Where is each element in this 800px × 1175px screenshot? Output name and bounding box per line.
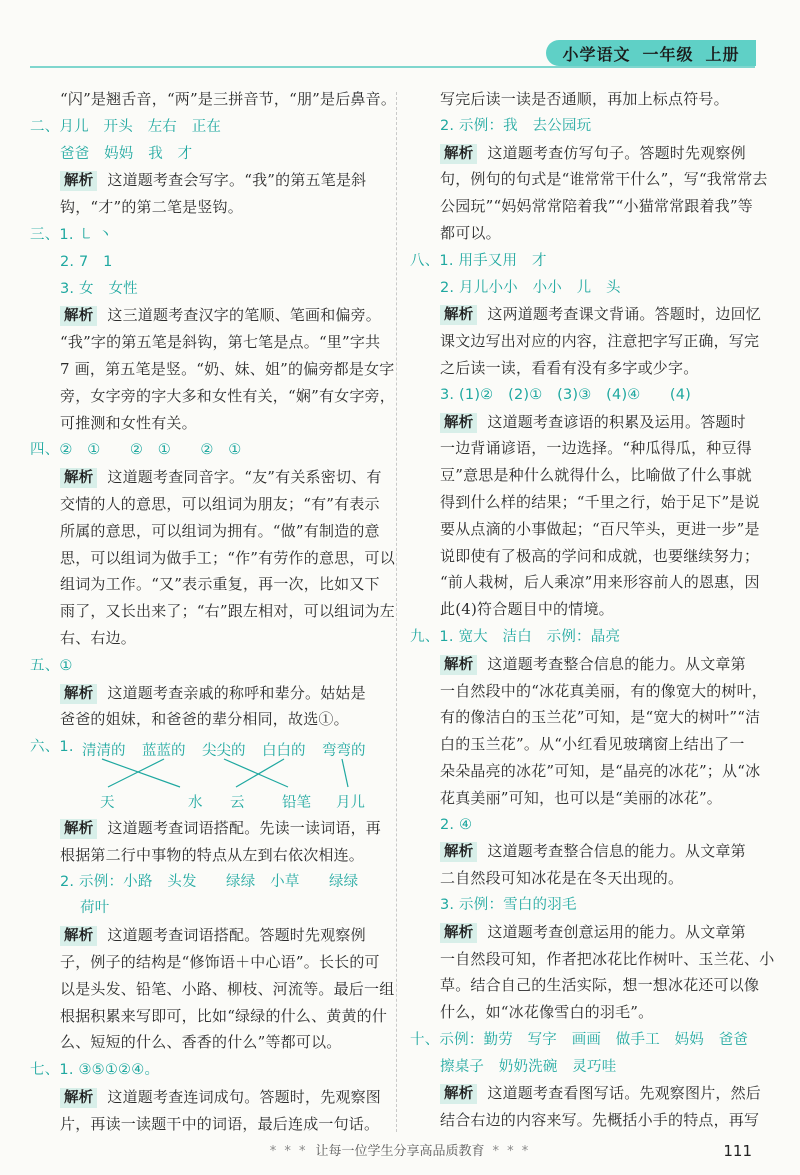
text-line: 组词为工作。“又”表示重复，再一次，比如又下 [60, 575, 380, 594]
text-line: 旁，女字旁的字大多和女性有关，“娴”有女字旁， [60, 386, 395, 405]
answer-line: 爸爸 妈妈 我 才 [60, 145, 193, 162]
answer-line: 2. 月儿小小 小小 儿 头 [440, 279, 621, 296]
text-line: 一自然段中的“冰花真美丽，有的像宽大的树叶， [440, 681, 768, 700]
answer-text: 1. ③⑤①②④。 [59, 1062, 160, 1079]
section-number: 八、 [410, 252, 440, 269]
text-line: 根据第二行中事物的特点从左到右依次相连。 [60, 845, 365, 864]
header-badge [546, 40, 756, 66]
match-bottom-word: 水 [188, 794, 203, 811]
answer-line: 2. 示例：我 去公园玩 [440, 117, 592, 134]
answer-line: 3. 示例：雪白的羽毛 [440, 896, 577, 913]
answer-line: 2. 7 1 [60, 253, 113, 270]
text-line: 都可以。 [440, 223, 501, 242]
analysis-line [30, 464, 382, 491]
match-top-word: 清清的 [82, 742, 126, 759]
analysis-text: 这道题考查整合信息的能力。从文章第 [487, 842, 746, 861]
analysis-tag: 解析 [440, 305, 477, 325]
text-line: 子，例子的结构是“修饰语＋中心语”。长长的可 [60, 952, 380, 971]
grade-label: 一年级 [642, 44, 694, 64]
match-line [236, 759, 284, 787]
text-line: 公园玩”“妈妈常常陪着我”“小猫常常跟着我”等 [440, 197, 753, 216]
text-line: 所属的意思，可以组词为拥有。“做”有制造的意 [60, 521, 380, 540]
answer-text: 1. [59, 739, 74, 756]
analysis-line [30, 302, 382, 329]
match-top-word: 弯弯的 [322, 742, 366, 759]
answer-line [410, 1026, 755, 1054]
text-line: 以是头发、铅笔、小路、柳枝、河流等。最后一组 [60, 979, 395, 998]
text-line: 花真美丽”可知，也可以是“美丽的冰花”。 [440, 788, 723, 807]
match-bottom-word: 铅笔 [282, 794, 311, 811]
section-number: 五、 [30, 657, 60, 674]
analysis-text: 这三道题考查汉字的笔顺、笔画和偏旁。 [107, 306, 382, 325]
section-number: 三、 [30, 226, 60, 243]
text-line: 一自然段可知，作者把冰花比作树叶、玉兰花、小 [440, 949, 775, 968]
page-number: 111 [723, 1142, 752, 1160]
answer-line: 擦桌子 奶奶洗碗 灵巧哇 [440, 1058, 617, 1075]
text-line: 说即使有了极高的学问和成就，也要继续努力； [440, 546, 760, 565]
analysis-tag: 解析 [60, 926, 97, 946]
analysis-tag: 解析 [440, 144, 477, 164]
left-column [30, 86, 397, 1137]
header-rule [30, 66, 755, 68]
match-lines [30, 735, 378, 815]
right-column [410, 86, 775, 1134]
answer-line [30, 1056, 378, 1084]
section-number: 六、 [30, 739, 60, 756]
analysis-text: 这道题考查仿写句子。答题时先观察例 [487, 143, 746, 162]
section-number: 四、 [30, 442, 60, 459]
text-line: “闪”是翘舌音，“两”是三拼音节，“朋”是后鼻音。 [60, 90, 397, 108]
answer-line [30, 652, 378, 680]
analysis-line [410, 140, 755, 167]
subject-label: 小学语文 [562, 44, 631, 64]
text-line: 白的玉兰花”。从“小红看见玻璃窗上结出了一 [440, 735, 745, 754]
match-top-word: 蓝蓝的 [142, 742, 186, 759]
analysis-text: 这道题考查看图写话。先观察图片，然后 [487, 1084, 762, 1103]
analysis-line [30, 680, 378, 707]
analysis-tag: 解析 [440, 655, 477, 675]
analysis-line [410, 919, 755, 946]
answer-line: 荷叶 [80, 900, 110, 917]
answer-line: 3. (1)② (2)① (3)③ (4)④ (4) [440, 386, 692, 403]
match-line [342, 759, 348, 787]
match-line [108, 759, 164, 787]
analysis-line [410, 651, 755, 678]
text-line: 写完后读一读是否通顺，再加上标点符号。 [440, 90, 729, 108]
text-line: 要从点滴的小事做起；“百尺竿头，更进一步”是 [440, 519, 760, 538]
text-line: 结合右边的内容来写。先概括小手的特点，再写 [440, 1111, 760, 1130]
analysis-tag: 解析 [440, 1084, 477, 1104]
footer-stars-right: * * * [492, 1144, 531, 1159]
analysis-line [30, 815, 382, 842]
analysis-text: 这道题考查词语搭配。先读一读词语，再 [107, 818, 382, 837]
answer-line [30, 221, 378, 249]
text-line: 二自然段可知冰花是在冬天出现的。 [440, 869, 684, 888]
text-line: 可推测和女性有关。 [60, 413, 197, 432]
analysis-line [410, 1080, 762, 1107]
analysis-line [410, 301, 762, 328]
answer-text: 月儿 开头 左右 正在 [59, 118, 222, 135]
text-line: 豆”意思是种什么就得什么，比喻做了什么事就 [440, 466, 752, 485]
analysis-text: 这道题考查谚语的积累及运用。答题时 [487, 412, 746, 431]
text-line: 朵朵晶亮的冰花”可知，是“晶亮的冰花”；从“冰 [440, 761, 761, 780]
analysis-text: 这两道题考查课文背诵。答题时，边回忆 [487, 305, 762, 324]
answer-line [30, 113, 378, 141]
text-line: 之后读一读，看看有没有多字或少字。 [440, 358, 699, 377]
text-line: 此(4)符合题目中的情境。 [440, 600, 614, 619]
text-line: 课文边写出对应的内容，注意把字写正确，写完 [440, 332, 760, 351]
analysis-text: 这道题考查会写字。“我”的第五笔是斜 [107, 171, 367, 190]
text-line: “我”字的第五笔是斜钩，第七笔是点。“里”字共 [60, 333, 381, 352]
text-line: 片，再读一读题干中的词语，最后连成一句话。 [60, 1114, 380, 1133]
analysis-text: 这道题考查创意运用的能力。从文章第 [487, 922, 746, 941]
analysis-text: 这道题考查整合信息的能力。从文章第 [487, 654, 746, 673]
answer-line: 3. 女 女性 [60, 280, 138, 297]
answer-text: 1. 宽大 洁白 示例：晶亮 [439, 628, 621, 645]
footer-slogan: 让每一位学生分享高品质教育 [315, 1144, 485, 1159]
section-number: 九、 [410, 628, 440, 645]
analysis-line [410, 409, 755, 436]
match-line [224, 759, 288, 787]
answer-text: 1. 用手又用 才 [439, 252, 547, 269]
analysis-text: 这道题考查同音字。“友”有关系密切、有 [107, 468, 382, 487]
text-line: 右、右边。 [60, 628, 137, 647]
section-number: 十、 [410, 1031, 440, 1048]
analysis-line [30, 922, 378, 949]
text-line: “前人栽树，后人乘凉”用来形容前人的恩惠，因 [440, 573, 760, 592]
match-bottom-word: 天 [100, 794, 115, 811]
analysis-tag: 解析 [60, 306, 97, 326]
analysis-line [410, 838, 755, 865]
footer [0, 1140, 800, 1159]
text-line: 有的像洁白的玉兰花”可知，是“宽大的树叶”“洁 [440, 708, 761, 727]
answer-text: ② ① ② ① ② ① [59, 442, 242, 459]
answer-text: 1. ㇄ 丶 [59, 226, 113, 243]
text-line: 句，例句的句式是“谁常常干什么”，写“我常常去 [440, 170, 768, 189]
answer-line: 2. 示例：小路 头发 绿绿 小草 绿绿 [60, 873, 359, 890]
text-line: 草。结合自己的生活实际，想一想冰花还可以像 [440, 976, 760, 995]
text-line: 么、短短的什么、香香的什么”等都可以。 [60, 1033, 342, 1052]
word-matching [30, 735, 378, 815]
answer-line: 2. ④ [440, 816, 473, 833]
text-line: 思，可以组词为做手工；“作”有劳作的意思，可以 [60, 548, 395, 567]
text-line: 什么，如“冰花像雪白的羽毛”。 [440, 1003, 654, 1022]
analysis-tag: 解析 [60, 684, 97, 704]
analysis-tag: 解析 [60, 1088, 97, 1108]
match-line [102, 759, 180, 787]
analysis-tag: 解析 [60, 171, 97, 191]
text-line: 根据积累来写即可，比如“绿绿的什么、黄黄的什 [60, 1006, 388, 1025]
text-line: 得到什么样的结果；“千里之行，始于足下”是说 [440, 492, 760, 511]
section-number: 二、 [30, 118, 60, 135]
answer-line [30, 436, 378, 464]
section-number: 七、 [30, 1062, 60, 1079]
analysis-tag: 解析 [440, 923, 477, 943]
analysis-tag: 解析 [60, 468, 97, 488]
text-line: 爸爸的姐妹，和爸爸的辈分相同，故选①。 [60, 710, 349, 729]
text-line: 一边背诵谚语，一边选择。“种瓜得瓜，种豆得 [440, 439, 752, 458]
match-top-word: 白白的 [262, 742, 306, 759]
match-bottom-word: 云 [230, 794, 245, 811]
answer-text: ① [59, 657, 73, 674]
volume-label: 上册 [705, 44, 740, 64]
analysis-tag: 解析 [440, 842, 477, 862]
analysis-line [30, 1084, 382, 1111]
analysis-line [30, 167, 378, 194]
analysis-text: 这道题考查词语搭配。答题时先观察例 [107, 926, 366, 945]
answer-text: 示例：勤劳 写字 画画 做手工 妈妈 爸爸 [439, 1031, 749, 1048]
match-bottom-word: 月儿 [336, 794, 365, 811]
text-line: 交情的人的意思，可以组词为朋友；“有”有表示 [60, 494, 380, 513]
answer-line [410, 623, 755, 651]
text-line: 雨了，又长出来了；“右”跟左相对，可以组词为左 [60, 602, 395, 621]
text-line: 钩，“才”的第二笔是竖钩。 [60, 198, 243, 217]
analysis-text: 这道题考查连词成句。答题时，先观察图 [107, 1087, 382, 1106]
column-divider [396, 92, 397, 1132]
answer-line [410, 247, 755, 275]
analysis-tag: 解析 [440, 413, 477, 433]
footer-stars-left: * * * [269, 1144, 308, 1159]
analysis-text: 这道题考查亲戚的称呼和辈分。姑姑是 [107, 683, 366, 702]
text-line: 7 画，第五笔是竖。“奶、妹、姐”的偏旁都是女字 [60, 359, 395, 378]
analysis-tag: 解析 [60, 819, 97, 839]
match-top-word: 尖尖的 [202, 742, 246, 759]
